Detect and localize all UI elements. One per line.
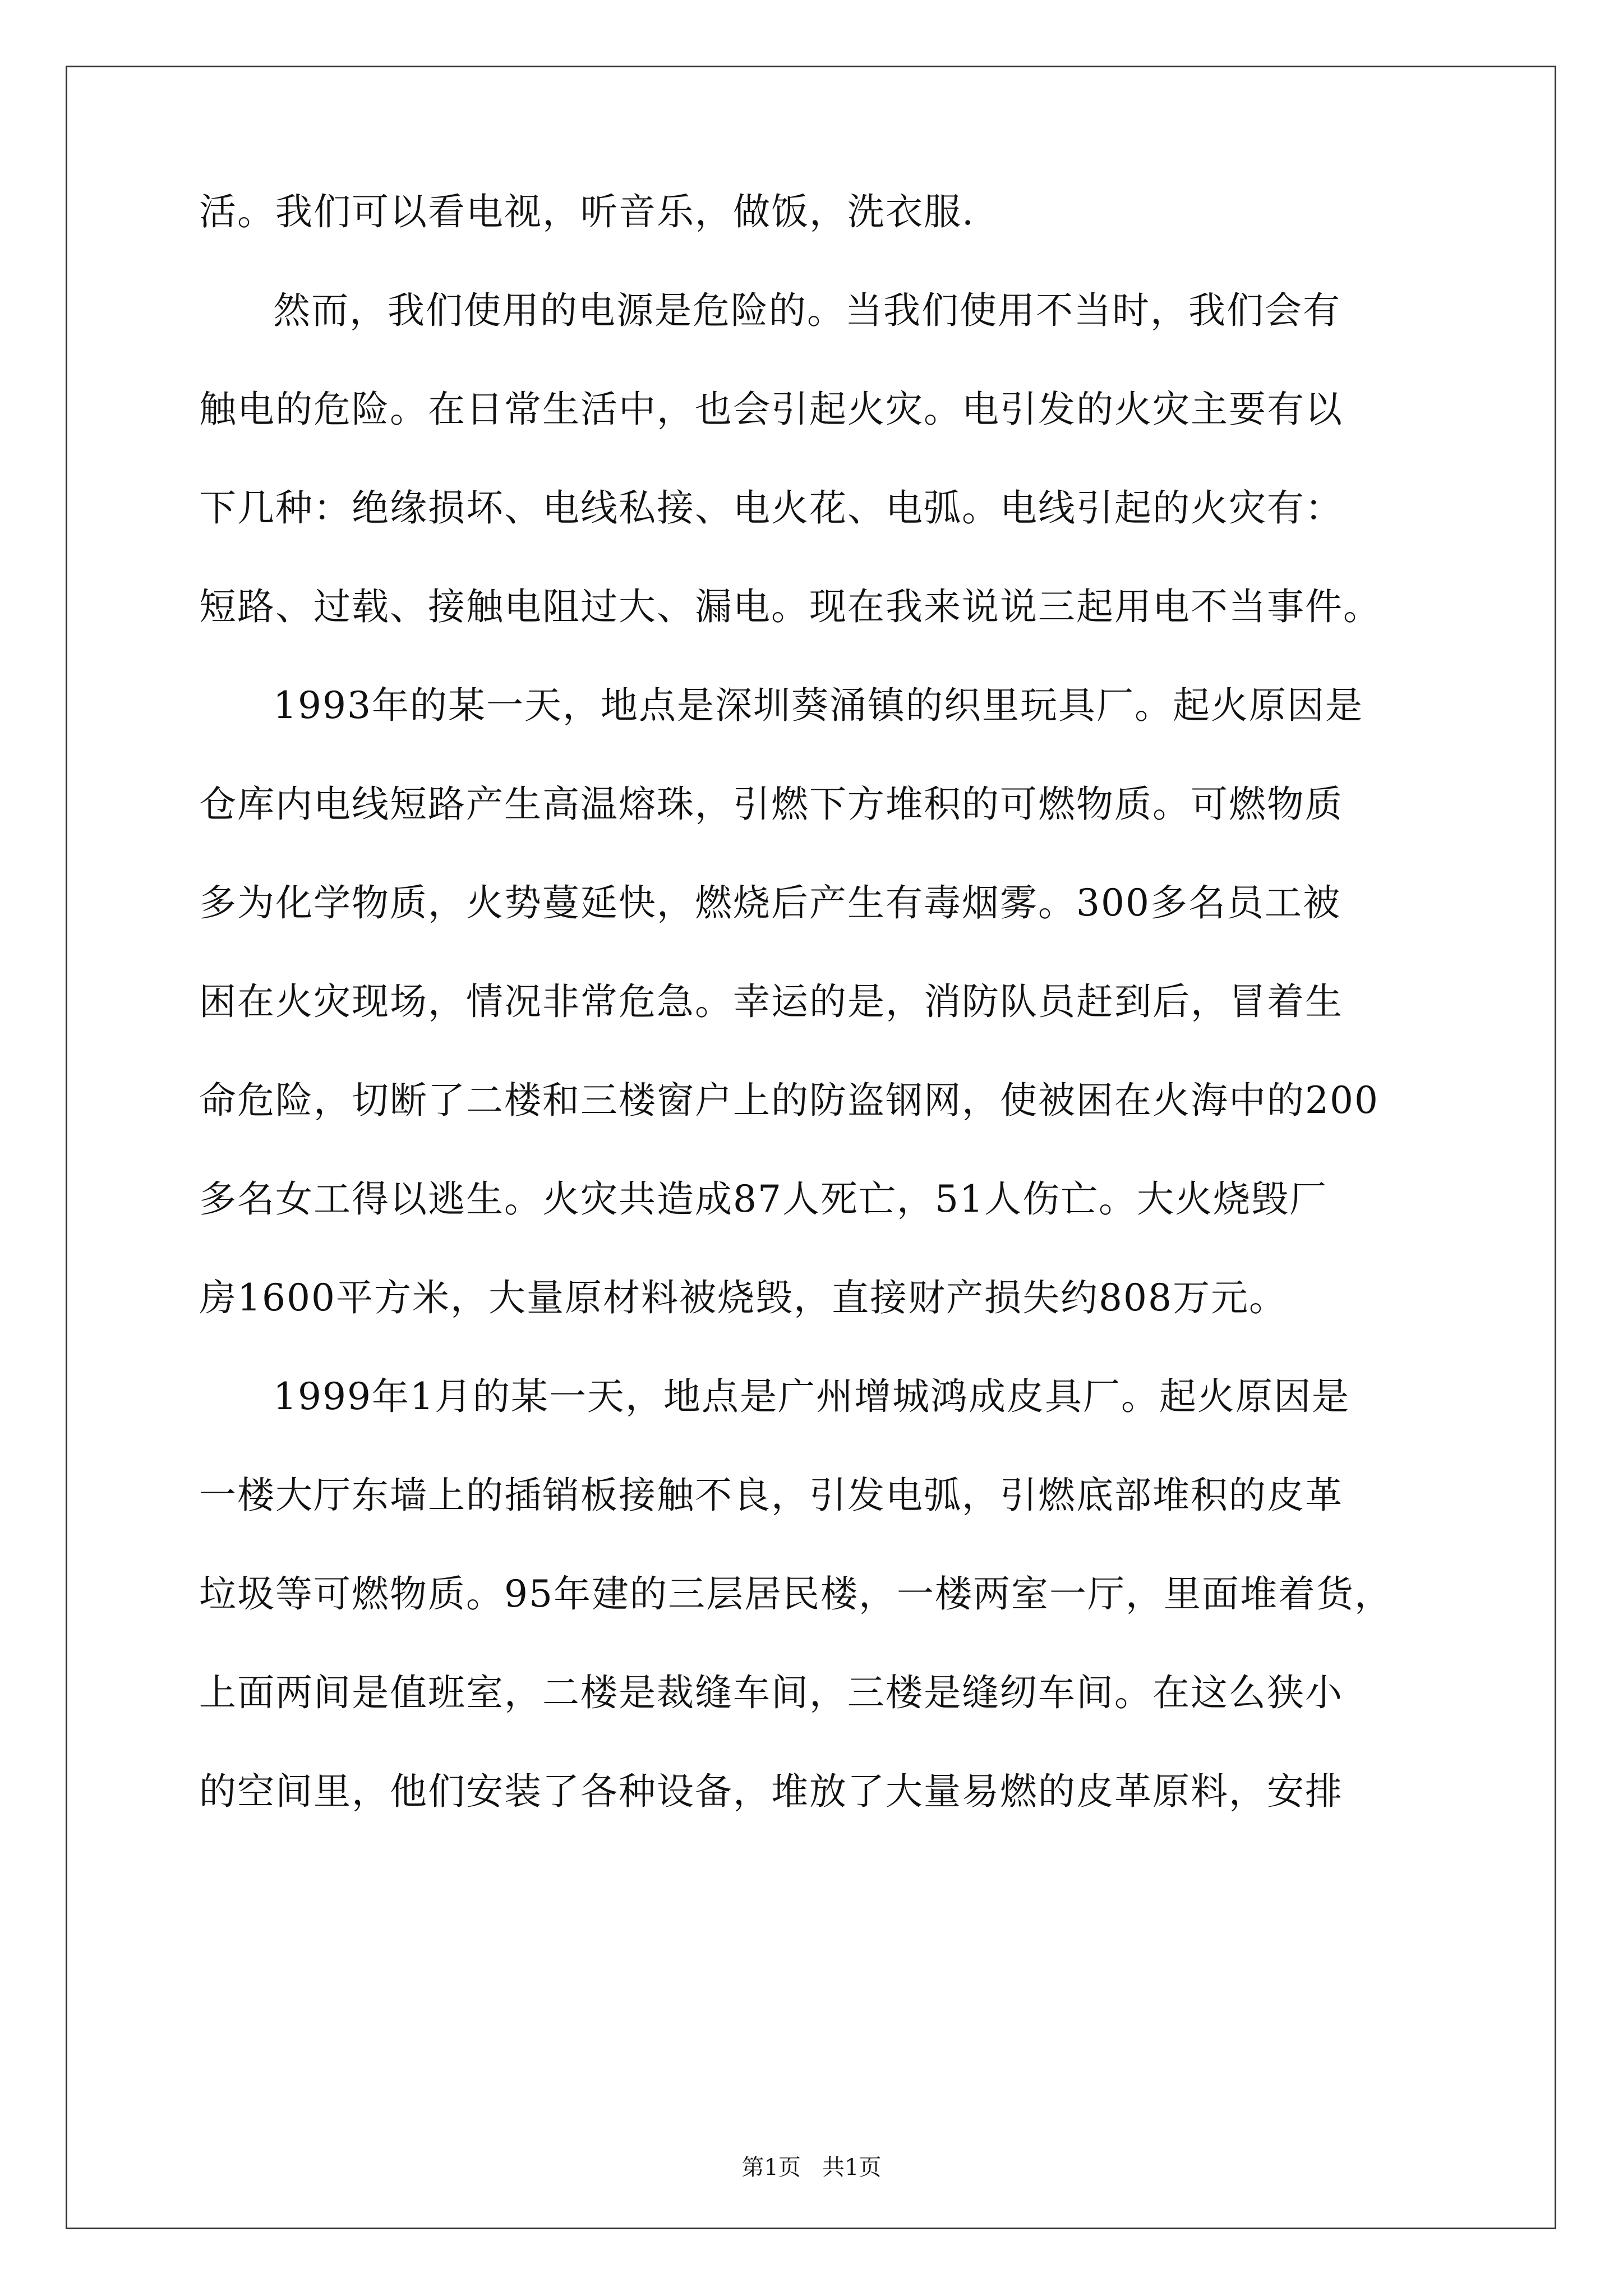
paragraph-first-line: 1999年1月的某一天，地点是广州增城鸿成皮具厂。起火原因是 — [273, 1375, 1350, 1418]
text-line: 多为化学物质，火势蔓延快，燃烧后产生有毒烟雾。300多名员工被 — [199, 881, 1341, 924]
text-line: 触电的危险。在日常生活中，也会引起火灾。电引发的火灾主要有以 — [199, 388, 1343, 431]
paragraph-first-line: 1993年的某一天，地点是深圳葵涌镇的织里玩具厂。起火原因是 — [273, 684, 1363, 727]
text-line: 一楼大厅东墙上的插销板接触不良，引发电弧，引燃底部堆积的皮革 — [199, 1474, 1343, 1517]
text-line: 垃圾等可燃物质。95年建的三层居民楼，一楼两室一厅，里面堆着货， — [199, 1572, 1393, 1616]
text-line: 活。我们可以看电视，听音乐，做饭，洗衣服. — [199, 190, 975, 233]
text-line: 的空间里，他们安装了各种设备，堆放了大量易燃的皮革原料，安排 — [199, 1770, 1343, 1813]
text-line: 多名女工得以逃生。火灾共造成87人死亡，51人伤亡。大火烧毁厂 — [199, 1177, 1327, 1221]
text-line: 仓库内电线短路产生高温熔珠，引燃下方堆积的可燃物质。可燃物质 — [199, 783, 1343, 826]
text-line: 房1600平方米，大量原材料被烧毁，直接财产损失约808万元。 — [199, 1276, 1287, 1319]
text-line: 短路、过载、接触电阻过大、漏电。现在我来说说三起用电不当事件。 — [199, 585, 1381, 628]
text-line: 下几种：绝缘损坏、电线私接、电火花、电弧。电线引起的火灾有： — [199, 486, 1343, 530]
page-footer: 第1页 共1页 — [741, 2155, 882, 2180]
paragraph-first-line: 然而，我们使用的电源是危险的。当我们使用不当时，我们会有 — [273, 289, 1341, 332]
text-line: 上面两间是值班室，二楼是裁缝车间，三楼是缝纫车间。在这么狭小 — [199, 1671, 1343, 1714]
text-line: 困在火灾现场，情况非常危急。幸运的是，消防队员赶到后，冒着生 — [199, 980, 1343, 1023]
text-line: 命危险，切断了二楼和三楼窗户上的防盗钢网，使被困在火海中的200 — [199, 1079, 1379, 1122]
